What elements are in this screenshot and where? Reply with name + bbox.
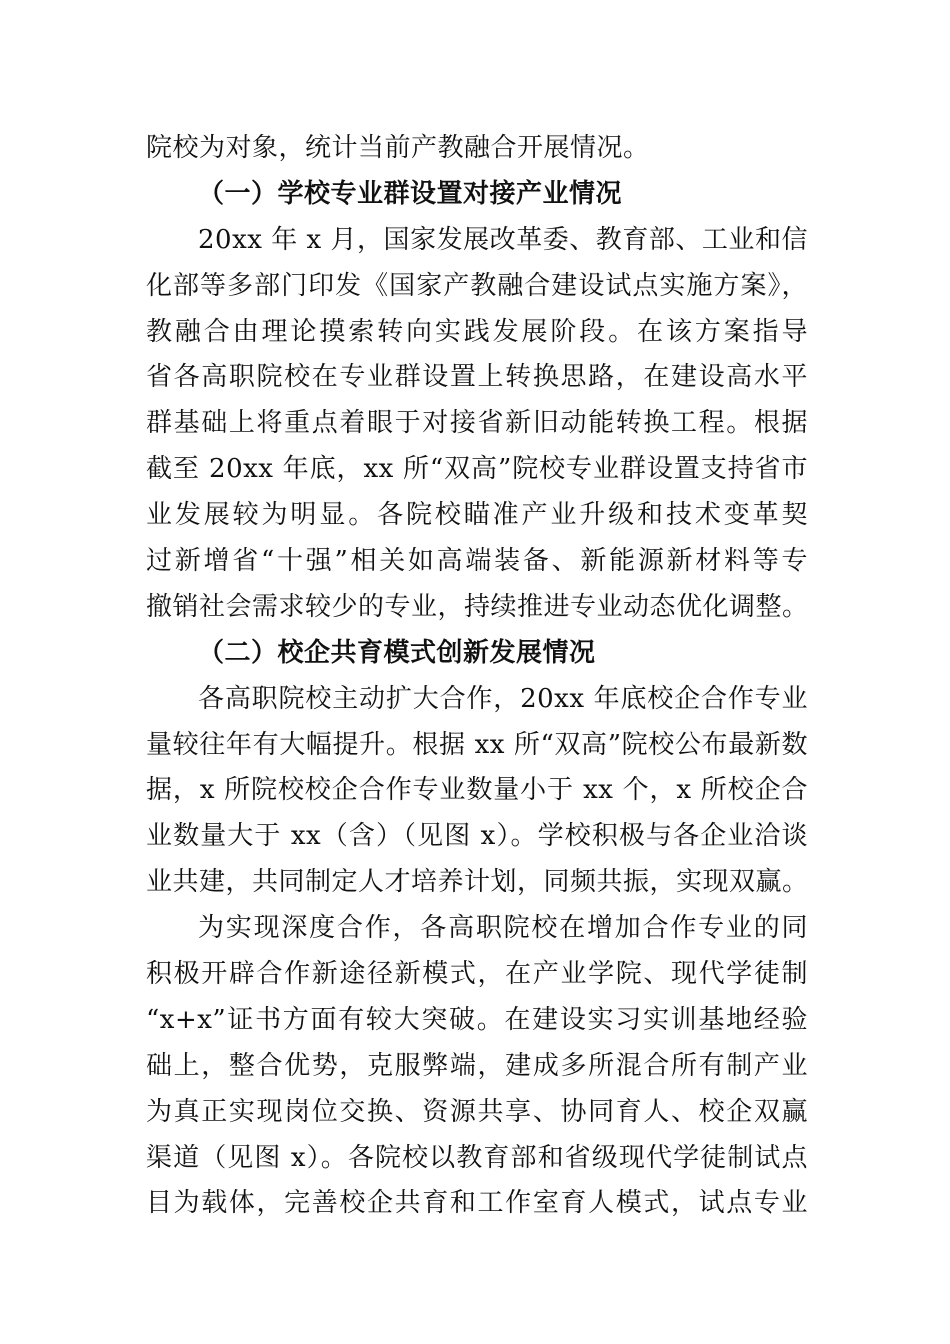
- paragraph-line: 业共建，共同制定人才培养计划，同频共振，实现双赢。: [146, 867, 809, 898]
- paragraph-line: 据，x 所院校校企合作专业数量小于 xx 个，x 所校企合: [146, 775, 808, 806]
- paragraph-line: 为真正实现岗位交换、资源共享、协同育人、校企双赢: [146, 1096, 808, 1127]
- section-heading-1: （一）学校专业群设置对接产业情况: [198, 178, 623, 209]
- paragraph-line: 院校为对象，统计当前产教融合开展情况。: [146, 133, 650, 163]
- paragraph-line: 群基础上将重点着眼于对接省新旧动能转换工程。根据: [146, 408, 808, 439]
- paragraph-line: 省各高职院校在专业群设置上转换思路，在建设高水平: [146, 362, 808, 393]
- paragraph-line: 教融合由理论摸索转向实践发展阶段。在该方案指导: [146, 316, 808, 347]
- paragraph-line: 过新增省“十强”相关如高端装备、新能源新材料等专: [146, 546, 808, 577]
- paragraph-line: 量较往年有大幅提升。根据 xx 所“双高”院校公布最新数: [146, 729, 808, 760]
- paragraph-line: 业发展较为明显。各院校瞄准产业升级和技术变革契: [146, 500, 808, 531]
- paragraph-line: 积极开辟合作新途径新模式，在产业学院、现代学徒制: [146, 959, 808, 990]
- paragraph-line: 各高职院校主动扩大合作，20xx 年底校企合作专业: [198, 683, 808, 714]
- document-body: [146, 126, 808, 1227]
- paragraph-line: 业数量大于 xx（含）（见图 x）。学校积极与各企业洽谈: [146, 821, 808, 852]
- paragraph-line: 20xx 年 x 月，国家发展改革委、教育部、工业和信: [198, 224, 808, 255]
- paragraph-line: 础上，整合优势，克服弊端，建成多所混合所有制产业: [146, 1050, 808, 1081]
- paragraph-line: 撤销社会需求较少的专业，持续推进专业动态优化调整。: [146, 591, 809, 622]
- paragraph-line: 截至 20xx 年底，xx 所“双高”院校专业群设置支持省市: [146, 454, 808, 485]
- paragraph-line: “x+x”证书方面有较大突破。在建设实习实训基地经验: [146, 1004, 808, 1035]
- paragraph-line: 为实现深度合作，各高职院校在增加合作专业的同: [198, 913, 808, 944]
- section-heading-2: （二）校企共育模式创新发展情况: [198, 637, 596, 668]
- paragraph-line: 目为载体，完善校企共育和工作室育人模式，试点专业: [146, 1188, 808, 1219]
- paragraph-line: 渠道（见图 x）。各院校以教育部和省级现代学徒制试点: [146, 1142, 808, 1173]
- paragraph-line: 化部等多部门印发《国家产教融合建设试点实施方案》，: [146, 270, 808, 301]
